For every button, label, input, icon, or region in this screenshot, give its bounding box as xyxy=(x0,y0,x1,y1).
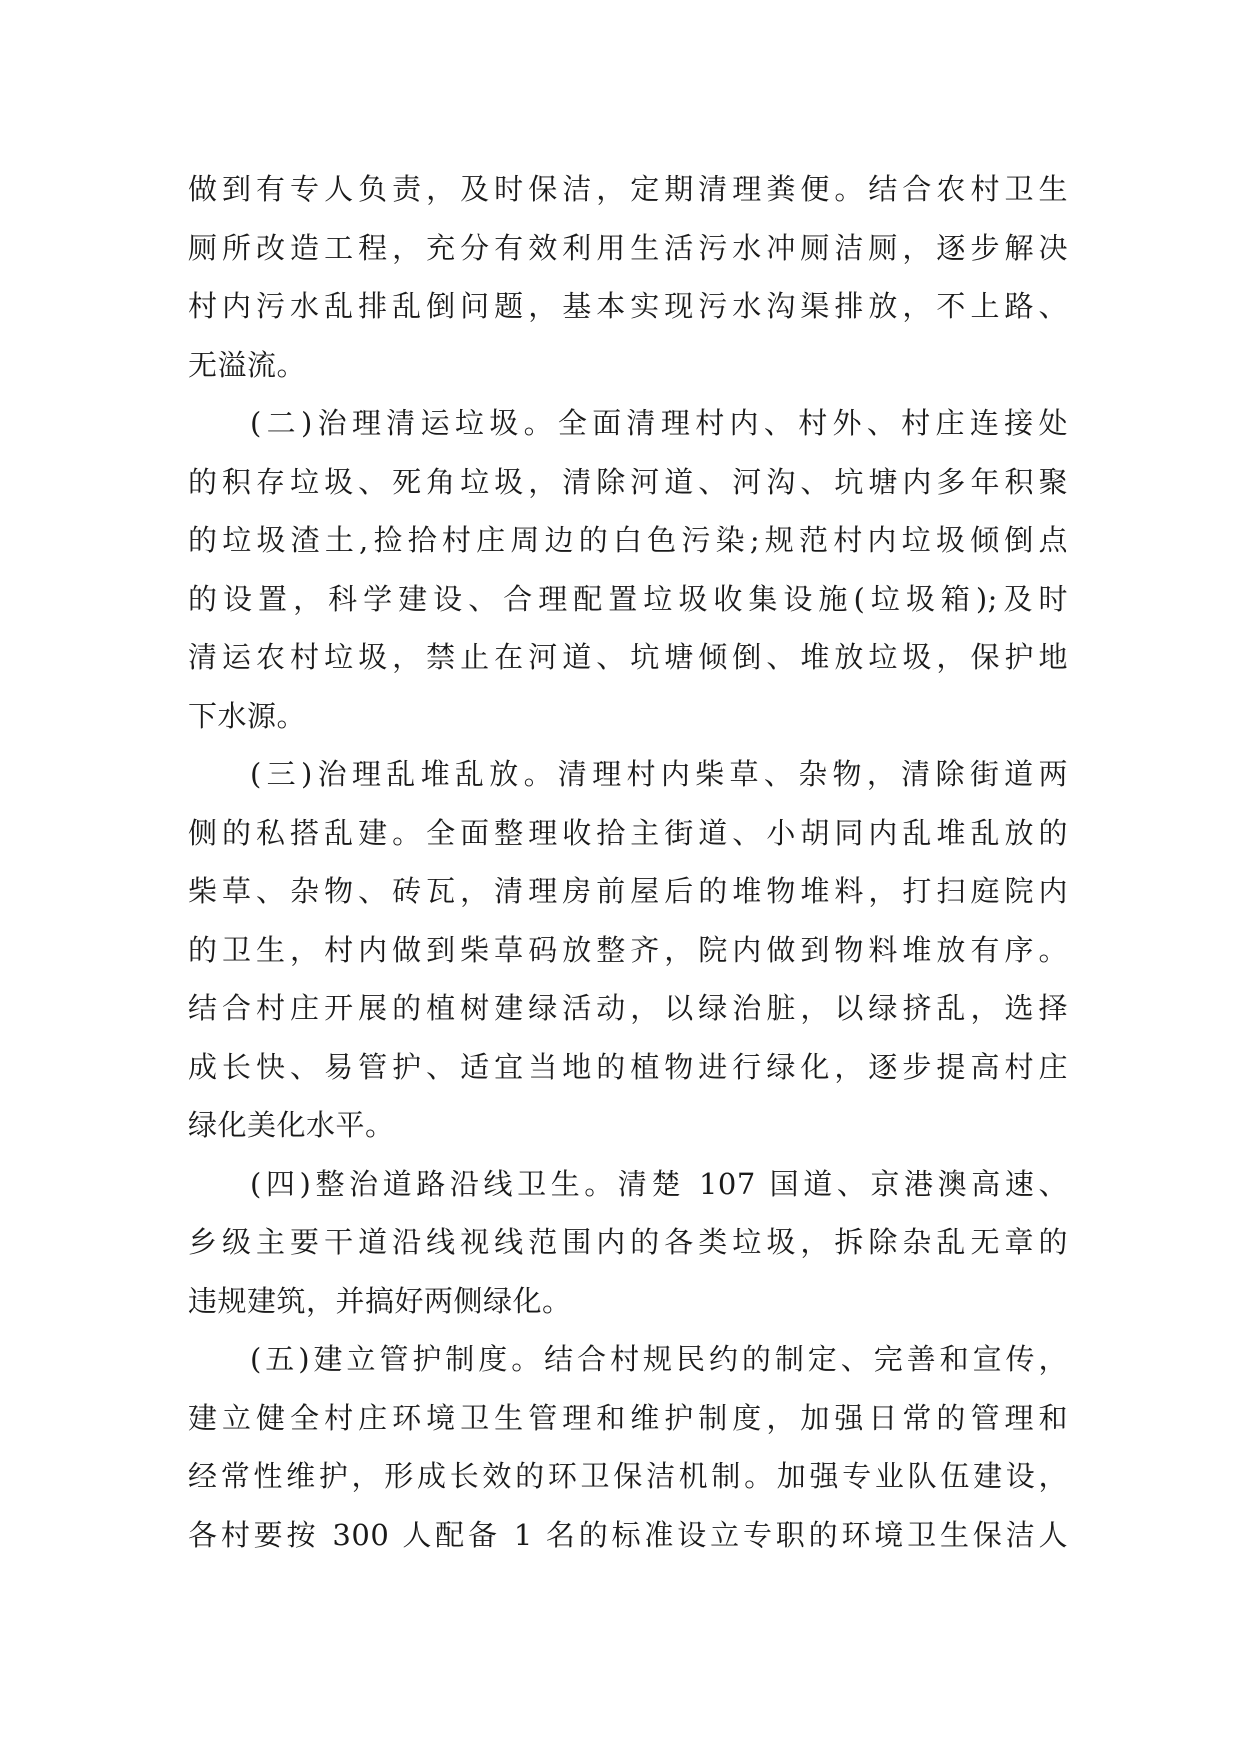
text-line: 建立健全村庄环境卫生管理和维护制度，加强日常的管理和 xyxy=(188,1400,1068,1435)
paragraph-heading-line: (五)建立管护制度。结合村规民约的制定、完善和宣传， xyxy=(250,1342,1068,1376)
text-line: 的卫生，村内做到柴草码放整齐，院内做到物料堆放有序。 xyxy=(188,932,1068,967)
text-line: 厕所改造工程，充分有效利用生活污水冲厕洁厕，逐步解决 xyxy=(188,230,1068,265)
paragraph-heading-line: (四)整治道路沿线卫生。清楚 107 国道、京港澳高速、 xyxy=(250,1166,1068,1201)
text-line: 乡级主要干道沿线视线范围内的各类垃圾，拆除杂乱无章的 xyxy=(188,1225,1068,1259)
text-line: 下水源。 xyxy=(188,698,307,733)
text-line: 的垃圾渣土,捡拾村庄周边的白色污染;规范村内垃圾倾倒点 xyxy=(188,523,1068,557)
text-line: 的设置，科学建设、合理配置垃圾收集设施(垃圾箱);及时 xyxy=(188,581,1068,616)
text-line: 成长快、易管护、适宜当地的植物进行绿化，逐步提高村庄 xyxy=(188,1049,1068,1084)
text-line: 侧的私搭乱建。全面整理收拾主街道、小胡同内乱堆乱放的 xyxy=(188,815,1068,850)
text-line: 的积存垃圾、死角垃圾，清除河道、河沟、坑塘内多年积聚 xyxy=(188,464,1068,499)
text-line: 各村要按 300 人配备 1 名的标准设立专职的环境卫生保洁人 xyxy=(188,1517,1068,1552)
text-line: 做到有专人负责，及时保洁，定期清理粪便。结合农村卫生 xyxy=(188,172,1068,206)
text-line: 经常性维护，形成长效的环卫保洁机制。加强专业队伍建设， xyxy=(188,1459,1068,1493)
text-line: 无溢流。 xyxy=(188,347,307,382)
text-line: 绿化美化水平。 xyxy=(188,1108,395,1142)
document-body xyxy=(188,160,1068,1564)
text-line: 村内污水乱排乱倒问题，基本实现污水沟渠排放，不上路、 xyxy=(188,289,1068,323)
paragraph-heading-line: (二)治理清运垃圾。全面清理村内、村外、村庄连接处 xyxy=(250,406,1068,440)
paragraph-heading-line: (三)治理乱堆乱放。清理村内柴草、杂物，清除街道两 xyxy=(250,757,1068,791)
text-line: 违规建筑，并搞好两侧绿化。 xyxy=(188,1283,572,1318)
text-line: 柴草、杂物、砖瓦，清理房前屋后的堆物堆料，打扫庭院内 xyxy=(188,874,1068,908)
text-line: 结合村庄开展的植树建绿活动，以绿治脏，以绿挤乱，选择 xyxy=(188,991,1068,1025)
text-line: 清运农村垃圾，禁止在河道、坑塘倾倒、堆放垃圾，保护地 xyxy=(188,640,1068,674)
